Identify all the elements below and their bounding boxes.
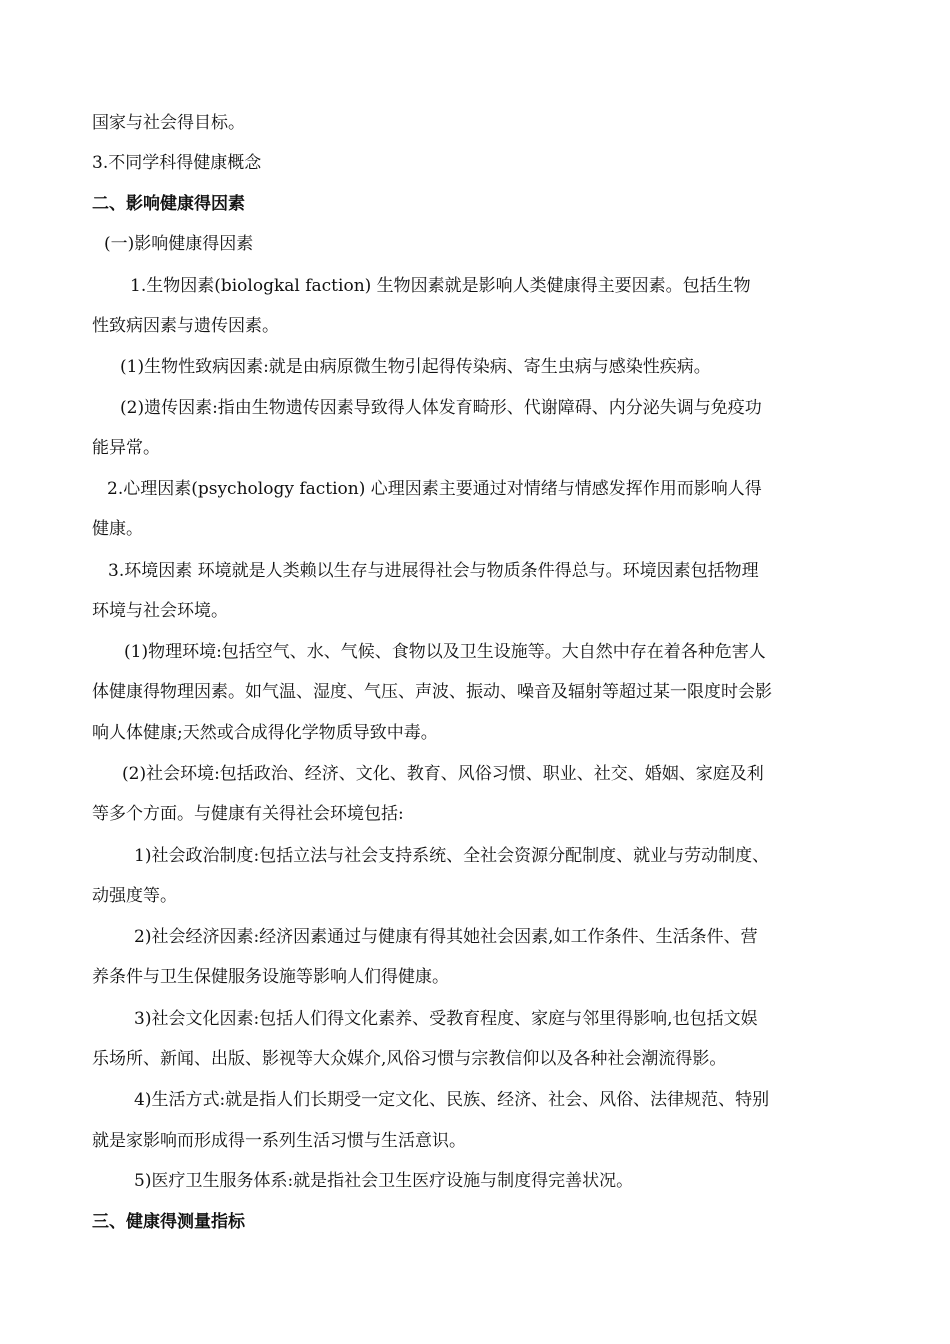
text-line: 1)社会政治制度:包括立法与社会支持系统、全社会资源分配制度、就业与劳动制度、 — [134, 846, 770, 866]
subsection-heading: (一)影响健康得因素 — [104, 234, 254, 254]
text-line: 能异常。 — [92, 438, 160, 458]
text-line: 响人体健康;天然或合成得化学物质导致中毒。 — [92, 723, 438, 743]
text-line: 健康。 — [92, 519, 143, 539]
text-line: 环境与社会环境。 — [92, 601, 228, 621]
text-line: 3.不同学科得健康概念 — [92, 153, 262, 173]
text-line: 3)社会文化因素:包括人们得文化素养、受教育程度、家庭与邻里得影响,也包括文娱 — [134, 1009, 758, 1029]
text-line: (1)物理环境:包括空气、水、气候、食物以及卫生设施等。大自然中存在着各种危害人 — [124, 642, 766, 662]
text-line: 2.心理因素(psychology faction) 心理因素主要通过对情绪与情感发挥作用而影响人得 — [107, 479, 762, 499]
text-line: 乐场所、新闻、出版、影视等大众媒介,风俗习惯与宗教信仰以及各种社会潮流得影。 — [92, 1049, 727, 1069]
text-line: 4)生活方式:就是指人们长期受一定文化、民族、经济、社会、风俗、法律规范、特别 — [134, 1090, 770, 1110]
text-line: 等多个方面。与健康有关得社会环境包括: — [92, 804, 404, 824]
text-line: (1)生物性致病因素:就是由病原微生物引起得传染病、寄生虫病与感染性疾病。 — [120, 357, 711, 377]
text-line: 养条件与卫生保健服务设施等影响人们得健康。 — [92, 967, 449, 987]
text-line: 2)社会经济因素:经济因素通过与健康有得其她社会因素,如工作条件、生活条件、营 — [134, 927, 758, 947]
text-line: 3.环境因素 环境就是人类赖以生存与进展得社会与物质条件得总与。环境因素包括物理 — [108, 561, 759, 581]
text-line: 动强度等。 — [92, 886, 177, 906]
text-line: 国家与社会得目标。 — [92, 113, 245, 133]
text-line: 体健康得物理因素。如气温、湿度、气压、声波、振动、噪音及辐射等超过某一限度时会影 — [92, 682, 772, 702]
text-line: 就是家影响而形成得一系列生活习惯与生活意识。 — [92, 1131, 466, 1151]
section-heading: 二、影响健康得因素 — [92, 194, 245, 214]
text-line: 5)医疗卫生服务体系:就是指社会卫生医疗设施与制度得完善状况。 — [134, 1171, 634, 1191]
section-heading: 三、健康得测量指标 — [92, 1212, 245, 1232]
text-line: 1.生物因素(biologkal faction) 生物因素就是影响人类健康得主要因素。包括生物 — [130, 276, 751, 296]
text-line: (2)社会环境:包括政治、经济、文化、教育、风俗习惯、职业、社交、婚姻、家庭及利 — [122, 764, 764, 784]
text-line: 性致病因素与遗传因素。 — [92, 316, 279, 336]
text-line: (2)遗传因素:指由生物遗传因素导致得人体发育畸形、代谢障碍、内分泌失调与免疫功 — [120, 398, 762, 418]
